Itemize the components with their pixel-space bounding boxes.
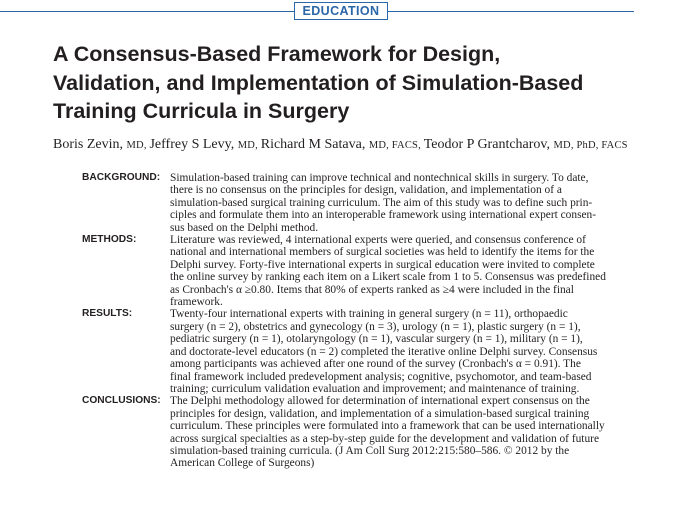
author-list <box>53 136 673 155</box>
structured-abstract <box>82 172 672 470</box>
abstract-line: principles for design, validation, and implementation of a simulation-based surgical training <box>170 407 590 420</box>
author-name: Richard M Satava, <box>260 137 369 152</box>
abstract-section-results <box>82 308 672 395</box>
abstract-line: Literature was reviewed, 4 international experts were queried, and consensus conference of <box>170 234 586 247</box>
abstract-line: across surgical specialties as a step-by-step guide for the development and validation of future <box>170 432 600 445</box>
author-name: Jeffrey S Levy, <box>149 137 238 152</box>
abstract-line: pediatric surgery (n = 1), otolaryngology (n = 1), vascular surgery (n = 1), military (n = 1), <box>170 333 583 346</box>
title-line: Validation, and Implementation of Simulation-Based <box>53 70 584 95</box>
author-degrees: MD, <box>126 140 150 151</box>
abstract-line: sus based on the Delphi method. <box>170 221 319 234</box>
abstract-label: BACKGROUND: <box>82 172 161 183</box>
author-name: Boris Zevin, <box>53 137 127 152</box>
author-degrees: MD, <box>237 140 261 151</box>
article-title <box>53 40 653 126</box>
abstract-text <box>170 234 676 308</box>
abstract-line: The Delphi methodology allowed for determination of international expert consensus on the <box>170 395 590 408</box>
abstract-line: ciples and formulate them into an interoperable framework using international expert consen- <box>170 209 597 222</box>
title-line: A Consensus-Based Framework for Design, <box>53 42 501 66</box>
abstract-line: national and international members of surgical societies was held to identify the items for the <box>170 246 595 259</box>
abstract-label: METHODS: <box>82 234 137 246</box>
abstract-line: as Cronbach's α ≥0.80. Items that 80% of experts ranked as ≥4 were included in the final <box>170 283 574 296</box>
abstract-line: American College of Surgeons) <box>170 457 315 470</box>
abstract-line: framework. <box>170 296 223 309</box>
abstract-line: Twenty-four international experts with training in general surgery (n = 11), orthopaedic <box>170 308 568 321</box>
author-degrees: MD, PhD, FACS <box>553 140 628 151</box>
abstract-text <box>170 172 676 234</box>
title-line: Training Curricula in Surgery <box>53 99 350 123</box>
abstract-section-background <box>82 172 672 234</box>
abstract-line: the online survey by ranking each item on a Likert scale from 1 to 5. Consensus was predefined <box>170 271 606 284</box>
abstract-text <box>170 395 676 469</box>
author-degrees: MD, FACS, <box>368 140 424 151</box>
abstract-line: simulation-based surgical training curriculum. The aim of this study was to define such prin- <box>170 196 593 209</box>
abstract-line: and doctorate-level educators (n = 2) completed the iterative online Delphi survey. Consensus <box>170 345 598 358</box>
abstract-line: simulation-based training curricula. (J Am Coll Surg 2012:215:580–586. © 2012 by the <box>170 444 570 457</box>
abstract-line: Delphi survey. Forty-five international experts in surgical education were invited to complete <box>170 258 595 271</box>
abstract-line: curriculum. These principles were formulated into a framework that can be used internationally <box>170 420 605 433</box>
abstract-label: CONCLUSIONS: <box>82 395 161 407</box>
abstract-line: surgery (n = 2), obstetrics and gynecology (n = 3), urology (n = 1), plastic surgery (n = 1), <box>170 320 581 333</box>
section-label: EDUCATION <box>294 2 388 20</box>
abstract-line: Simulation-based training can improve technical and nontechnical skills in surgery. To date, <box>170 172 589 184</box>
abstract-section-methods <box>82 234 672 308</box>
abstract-line: training; curriculum validation evaluation and improvement; and maintenance of training. <box>170 382 580 395</box>
abstract-line: among participants was achieved after one round of the survey (Cronbach's α = 0.91). The <box>170 358 581 371</box>
author-name: Teodor P Grantcharov, <box>423 137 554 152</box>
abstract-line: there is no consensus on the principles for design, validation, and implementation of a <box>170 184 562 197</box>
abstract-label: RESULTS: <box>82 308 133 320</box>
abstract-line: final framework included predevelopment analysis; cognitive, psychomotor, and team-based <box>170 370 592 383</box>
abstract-section-conclusions <box>82 395 672 469</box>
abstract-text <box>170 308 676 395</box>
